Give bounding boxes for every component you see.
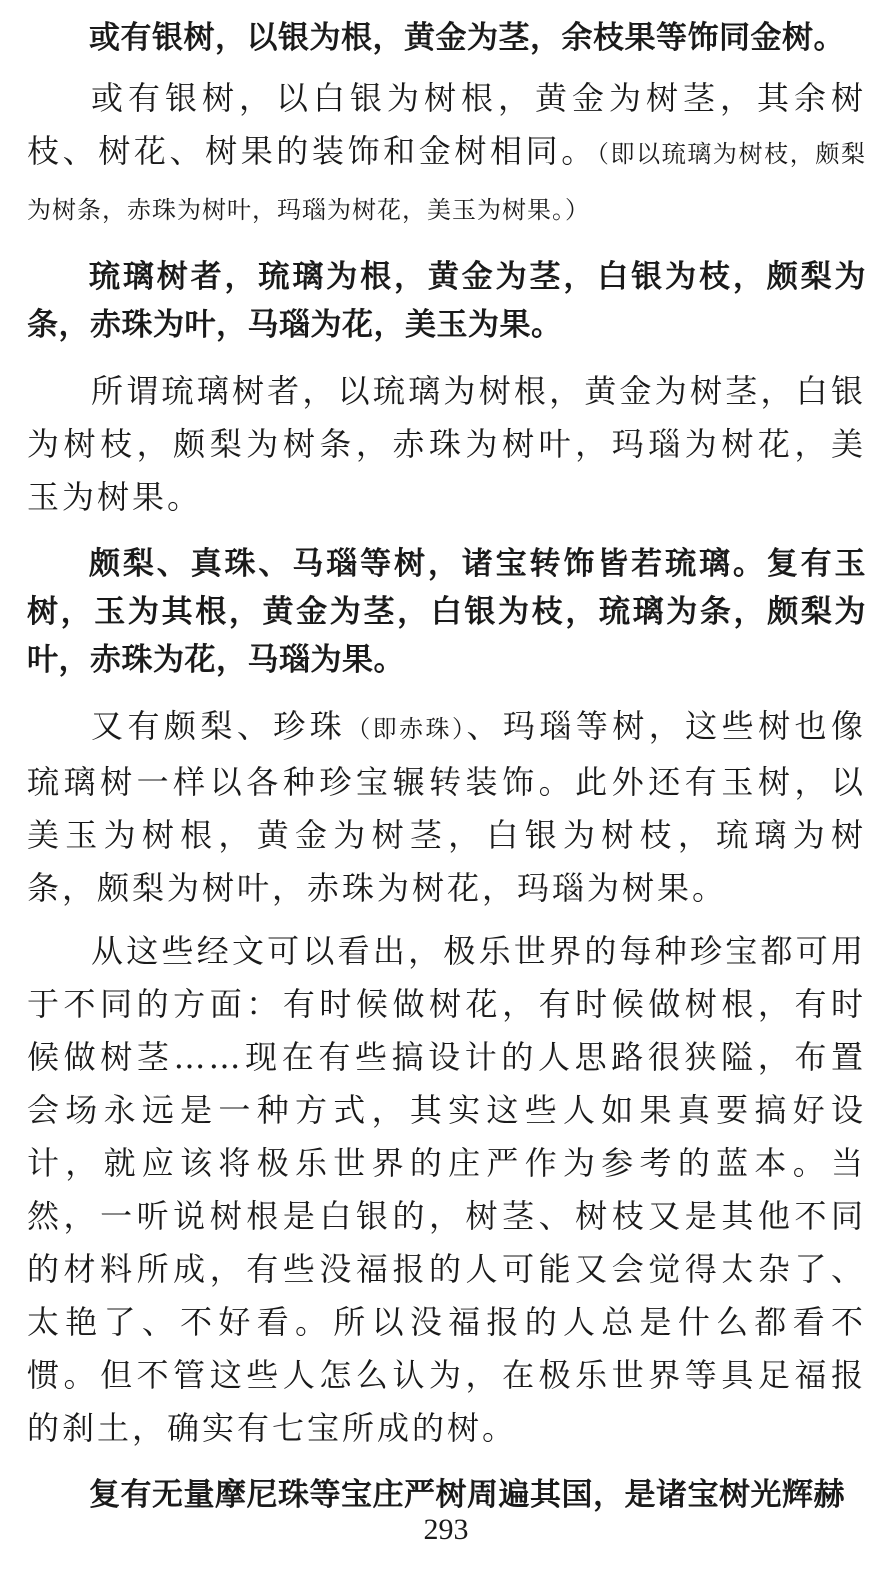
sutra-paragraph-2: 琉璃树者，琉璃为根，黄金为茎，白银为枝，颇梨为条，赤珠为叶，马瑙为花，美玉为果。 [27,259,866,343]
sutra-paragraph-1: 或有银树，以银为根，黄金为茎，余枝果等饰同金树。 [89,20,845,56]
translation-paragraph-2: 所谓琉璃树者，以琉璃为树根，黄金为树茎，白银为树枝，颇梨为树条，赤珠为树叶，玛瑙为树花，美玉为树果。 [27,372,866,516]
translation-note: （即赤珠） [346,715,467,743]
translation-paragraph-3 [27,700,866,915]
translation-text-a: 又有颇梨、珍珠 [91,707,347,745]
translation-text-b: 、玛瑙等树，这些树也像琉璃树一样以各种珍宝辗转装饰。此外还有玉树，以美玉为树根，黄金为树茎，白银为树枝，琉璃为树条，颇梨为树叶，赤珠为树花，玛瑙为树果。 [27,707,866,907]
commentary-paragraph: 从这些经文可以看出，极乐世界的每种珍宝都可用于不同的方面：有时候做树花，有时候做树根，有时候做树茎……现在有些搞设计的人思路很狭隘，布置会场永远是一种方式，其实这些人如果真要搞好设计，就应该将极乐世界的庄严作为参考的蓝本。当然，一听说树根是白银的，树茎、树枝又是其他不同的材料所成，有些没福报的人可能又会觉得太杂了、太艳了、不好看。所以没福报的人总是什么都看不惯。但不管这些人怎么认为，在极乐世界等具足福报的刹土，确实有七宝所成的树。 [27,932,866,1447]
translation-text: 或有银树，以白银为树根，黄金为树茎，其余树枝、树花、树果的装饰和金树相同。 [27,79,866,170]
sutra-paragraph-3: 颇梨、真珠、马瑙等树，诸宝转饰皆若琉璃。复有玉树，玉为其根，黄金为茎，白银为枝，琉璃为条，颇梨为叶，赤珠为花，马瑙为果。 [27,546,866,678]
page-number: 293 [423,1513,469,1546]
translation-paragraph-1 [27,72,866,237]
translation-note: （即以琉璃为树枝，颇梨为树条，赤珠为树叶，玛瑙为树花，美玉为树果。） [27,140,866,224]
sutra-paragraph-4: 复有无量摩尼珠等宝庄严树周遍其国，是诸宝树光辉赫 [89,1477,845,1513]
